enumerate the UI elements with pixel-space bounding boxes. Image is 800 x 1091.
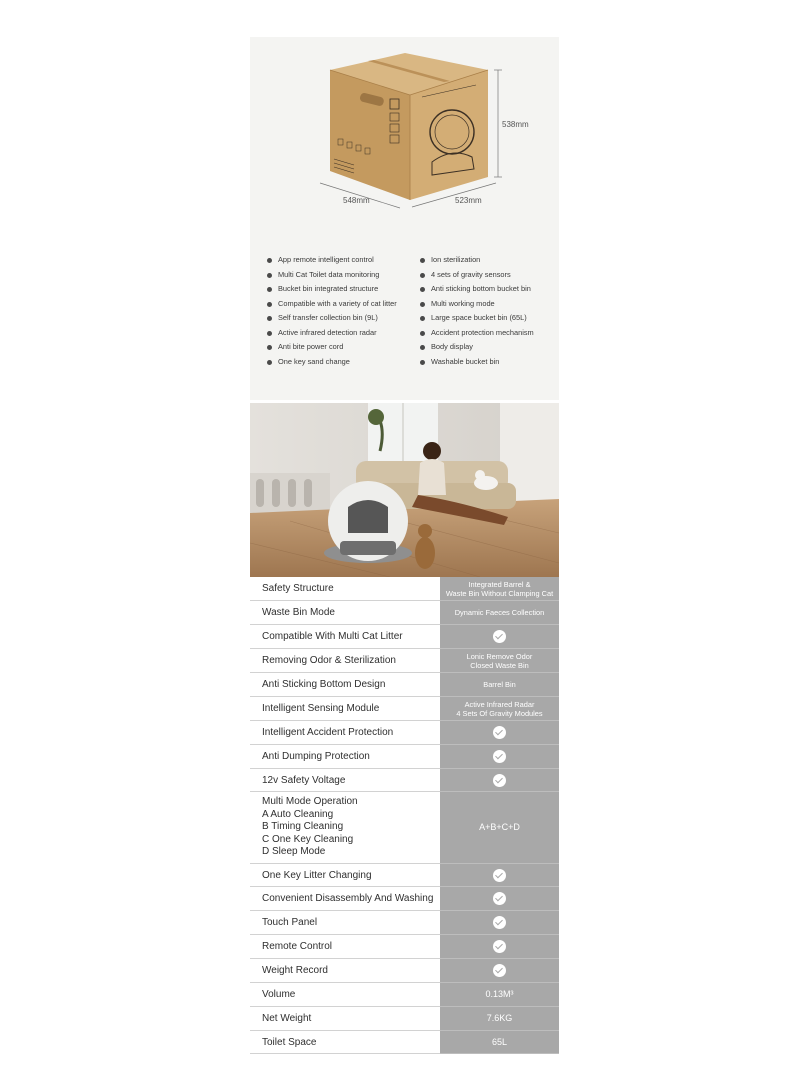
spec-value-line: Closed Waste Bin: [470, 660, 529, 670]
spec-value-line: Waste Bin Without Clamping Cat: [445, 588, 554, 598]
spec-value: [440, 649, 559, 673]
bullet-icon: [267, 273, 272, 278]
feature-item: [266, 282, 397, 297]
feature-column-left: [266, 253, 397, 369]
spec-label: Compatible With Multi Cat Litter: [250, 625, 440, 649]
feature-item: [419, 311, 534, 326]
feature-item: [266, 297, 397, 312]
spec-row: [250, 649, 559, 673]
spec-row: [250, 911, 559, 935]
spec-label: One Key Litter Changing: [250, 864, 440, 887]
feature-text: Self transfer collection bin (9L): [278, 313, 378, 322]
feature-item: [266, 253, 397, 268]
feature-item: [419, 253, 534, 268]
bullet-icon: [267, 258, 272, 263]
feature-text: Ion sterilization: [431, 255, 481, 264]
feature-item: [266, 268, 397, 283]
bullet-icon: [267, 302, 272, 307]
bullet-icon: [420, 331, 425, 336]
spec-comparison-table: [250, 577, 559, 1054]
spec-label: Net Weight: [250, 1007, 440, 1031]
spec-label-line: D Sleep Mode: [262, 846, 326, 858]
spec-value-line: Active Infrared Radar: [464, 699, 535, 709]
checkmark-circle-icon: [493, 916, 506, 929]
spec-row: [250, 577, 559, 601]
checkmark-circle-icon: [493, 750, 506, 763]
bullet-icon: [267, 360, 272, 365]
checkmark-circle-icon: [493, 892, 506, 905]
spec-row: [250, 935, 559, 959]
bullet-icon: [420, 302, 425, 307]
spec-value-line: A+B+C+D: [479, 822, 520, 832]
spec-value: [440, 673, 559, 697]
spec-label: Toilet Space: [250, 1031, 440, 1054]
spec-value: [440, 721, 559, 745]
spec-value: [440, 601, 559, 625]
bullet-icon: [267, 345, 272, 350]
spec-row: [250, 792, 559, 864]
spec-label: Weight Record: [250, 959, 440, 983]
spec-label: Waste Bin Mode: [250, 601, 440, 625]
spec-row: [250, 983, 559, 1007]
spec-label: Volume: [250, 983, 440, 1007]
spec-value: [440, 792, 559, 864]
spec-value: [440, 625, 559, 649]
spec-row: [250, 697, 559, 721]
width-right-dimension-label: 523mm: [455, 196, 482, 205]
feature-text: Body display: [431, 342, 473, 351]
feature-item: [266, 311, 397, 326]
bullet-icon: [420, 316, 425, 321]
lifestyle-photo: [250, 403, 559, 577]
feature-item: [266, 340, 397, 355]
spec-value: [440, 577, 559, 601]
bullet-icon: [420, 360, 425, 365]
spec-row: [250, 959, 559, 983]
spec-value: [440, 769, 559, 792]
spec-value: [440, 887, 559, 911]
checkmark-circle-icon: [493, 774, 506, 787]
feature-column-right: [419, 253, 534, 369]
spec-row: [250, 769, 559, 792]
spec-row: [250, 673, 559, 697]
spec-row: [250, 601, 559, 625]
spec-value-line: Dynamic Faeces Collection: [454, 608, 545, 617]
spec-label: [250, 792, 440, 864]
spec-value-line: Lonic Remove Odor: [466, 651, 533, 661]
spec-label: Touch Panel: [250, 911, 440, 935]
living-room-scene-image: [250, 403, 559, 577]
spec-value: [440, 864, 559, 887]
bullet-icon: [420, 345, 425, 350]
spec-label: Convenient Disassembly And Washing: [250, 887, 440, 911]
feature-item: [419, 340, 534, 355]
spec-label-line: A Auto Cleaning: [262, 808, 334, 820]
spec-label: Anti Sticking Bottom Design: [250, 673, 440, 697]
bullet-icon: [267, 287, 272, 292]
spec-label: Intelligent Accident Protection: [250, 721, 440, 745]
feature-text: Bucket bin integrated structure: [278, 284, 379, 293]
dimension-panel: [250, 37, 559, 400]
bullet-icon: [420, 273, 425, 278]
width-left-dimension-label: 548mm: [343, 196, 370, 205]
spec-value-line: 4 Sets Of Gravity Modules: [456, 708, 543, 718]
spec-value-line: 7.6KG: [486, 1013, 513, 1023]
feature-text: Anti sticking bottom bucket bin: [431, 284, 531, 293]
spec-value-line: Barrel Bin: [483, 680, 516, 689]
spec-value: [440, 911, 559, 935]
feature-text: Washable bucket bin: [431, 356, 500, 366]
spec-value: [440, 935, 559, 959]
spec-label: Safety Structure: [250, 577, 440, 601]
checkmark-circle-icon: [493, 869, 506, 882]
spec-label: 12v Safety Voltage: [250, 769, 440, 792]
checkmark-circle-icon: [493, 940, 506, 953]
checkmark-circle-icon: [493, 630, 506, 643]
feature-text: Multi Cat Toilet data monitoring: [278, 269, 380, 279]
cardboard-box-illustration: [250, 37, 559, 252]
bullet-icon: [267, 316, 272, 321]
feature-text: Large space bucket bin (65L): [431, 313, 527, 322]
feature-text: Multi working mode: [431, 298, 495, 308]
height-dimension-label: 538mm: [502, 120, 529, 129]
spec-value: [440, 1031, 559, 1054]
spec-row: [250, 887, 559, 911]
feature-item: [419, 326, 534, 341]
feature-text: 4 sets of gravity sensors: [431, 269, 511, 279]
spec-value: [440, 745, 559, 769]
checkmark-circle-icon: [493, 964, 506, 977]
feature-item: [419, 355, 534, 370]
spec-value-line: Integrated Barrel &: [468, 579, 531, 589]
spec-label: Anti Dumping Protection: [250, 745, 440, 769]
spec-label-line: C One Key Cleaning: [262, 833, 354, 845]
feature-text: Compatible with a variety of cat litter: [278, 298, 397, 308]
spec-label: Removing Odor & Sterilization: [250, 649, 440, 673]
spec-row: [250, 864, 559, 887]
checkmark-circle-icon: [493, 726, 506, 739]
spec-label: Intelligent Sensing Module: [250, 697, 440, 721]
spec-value-line: 65L: [491, 1036, 508, 1047]
feature-item: [419, 282, 534, 297]
spec-row: [250, 745, 559, 769]
feature-item: [266, 326, 397, 341]
feature-text: Anti bite power cord: [278, 342, 344, 351]
feature-item: [419, 297, 534, 312]
feature-text: One key sand change: [278, 356, 350, 366]
feature-text: Accident protection mechanism: [431, 327, 534, 337]
feature-item: [419, 268, 534, 283]
bullet-icon: [420, 287, 425, 292]
spec-value: [440, 959, 559, 983]
spec-value-line: 0.13M³: [485, 989, 514, 999]
spec-label-line: B Timing Cleaning: [262, 821, 344, 833]
feature-item: [266, 355, 397, 370]
spec-label-line: Multi Mode Operation: [262, 796, 358, 808]
spec-row: [250, 1007, 559, 1031]
spec-row: [250, 625, 559, 649]
feature-text: Active infrared detection radar: [278, 327, 377, 337]
spec-value: [440, 697, 559, 721]
spec-value: [440, 1007, 559, 1031]
bullet-icon: [420, 258, 425, 263]
spec-label: Remote Control: [250, 935, 440, 959]
bullet-icon: [267, 331, 272, 336]
spec-value: [440, 983, 559, 1007]
spec-row: [250, 721, 559, 745]
feature-text: App remote intelligent control: [278, 255, 374, 264]
spec-row: [250, 1031, 559, 1054]
